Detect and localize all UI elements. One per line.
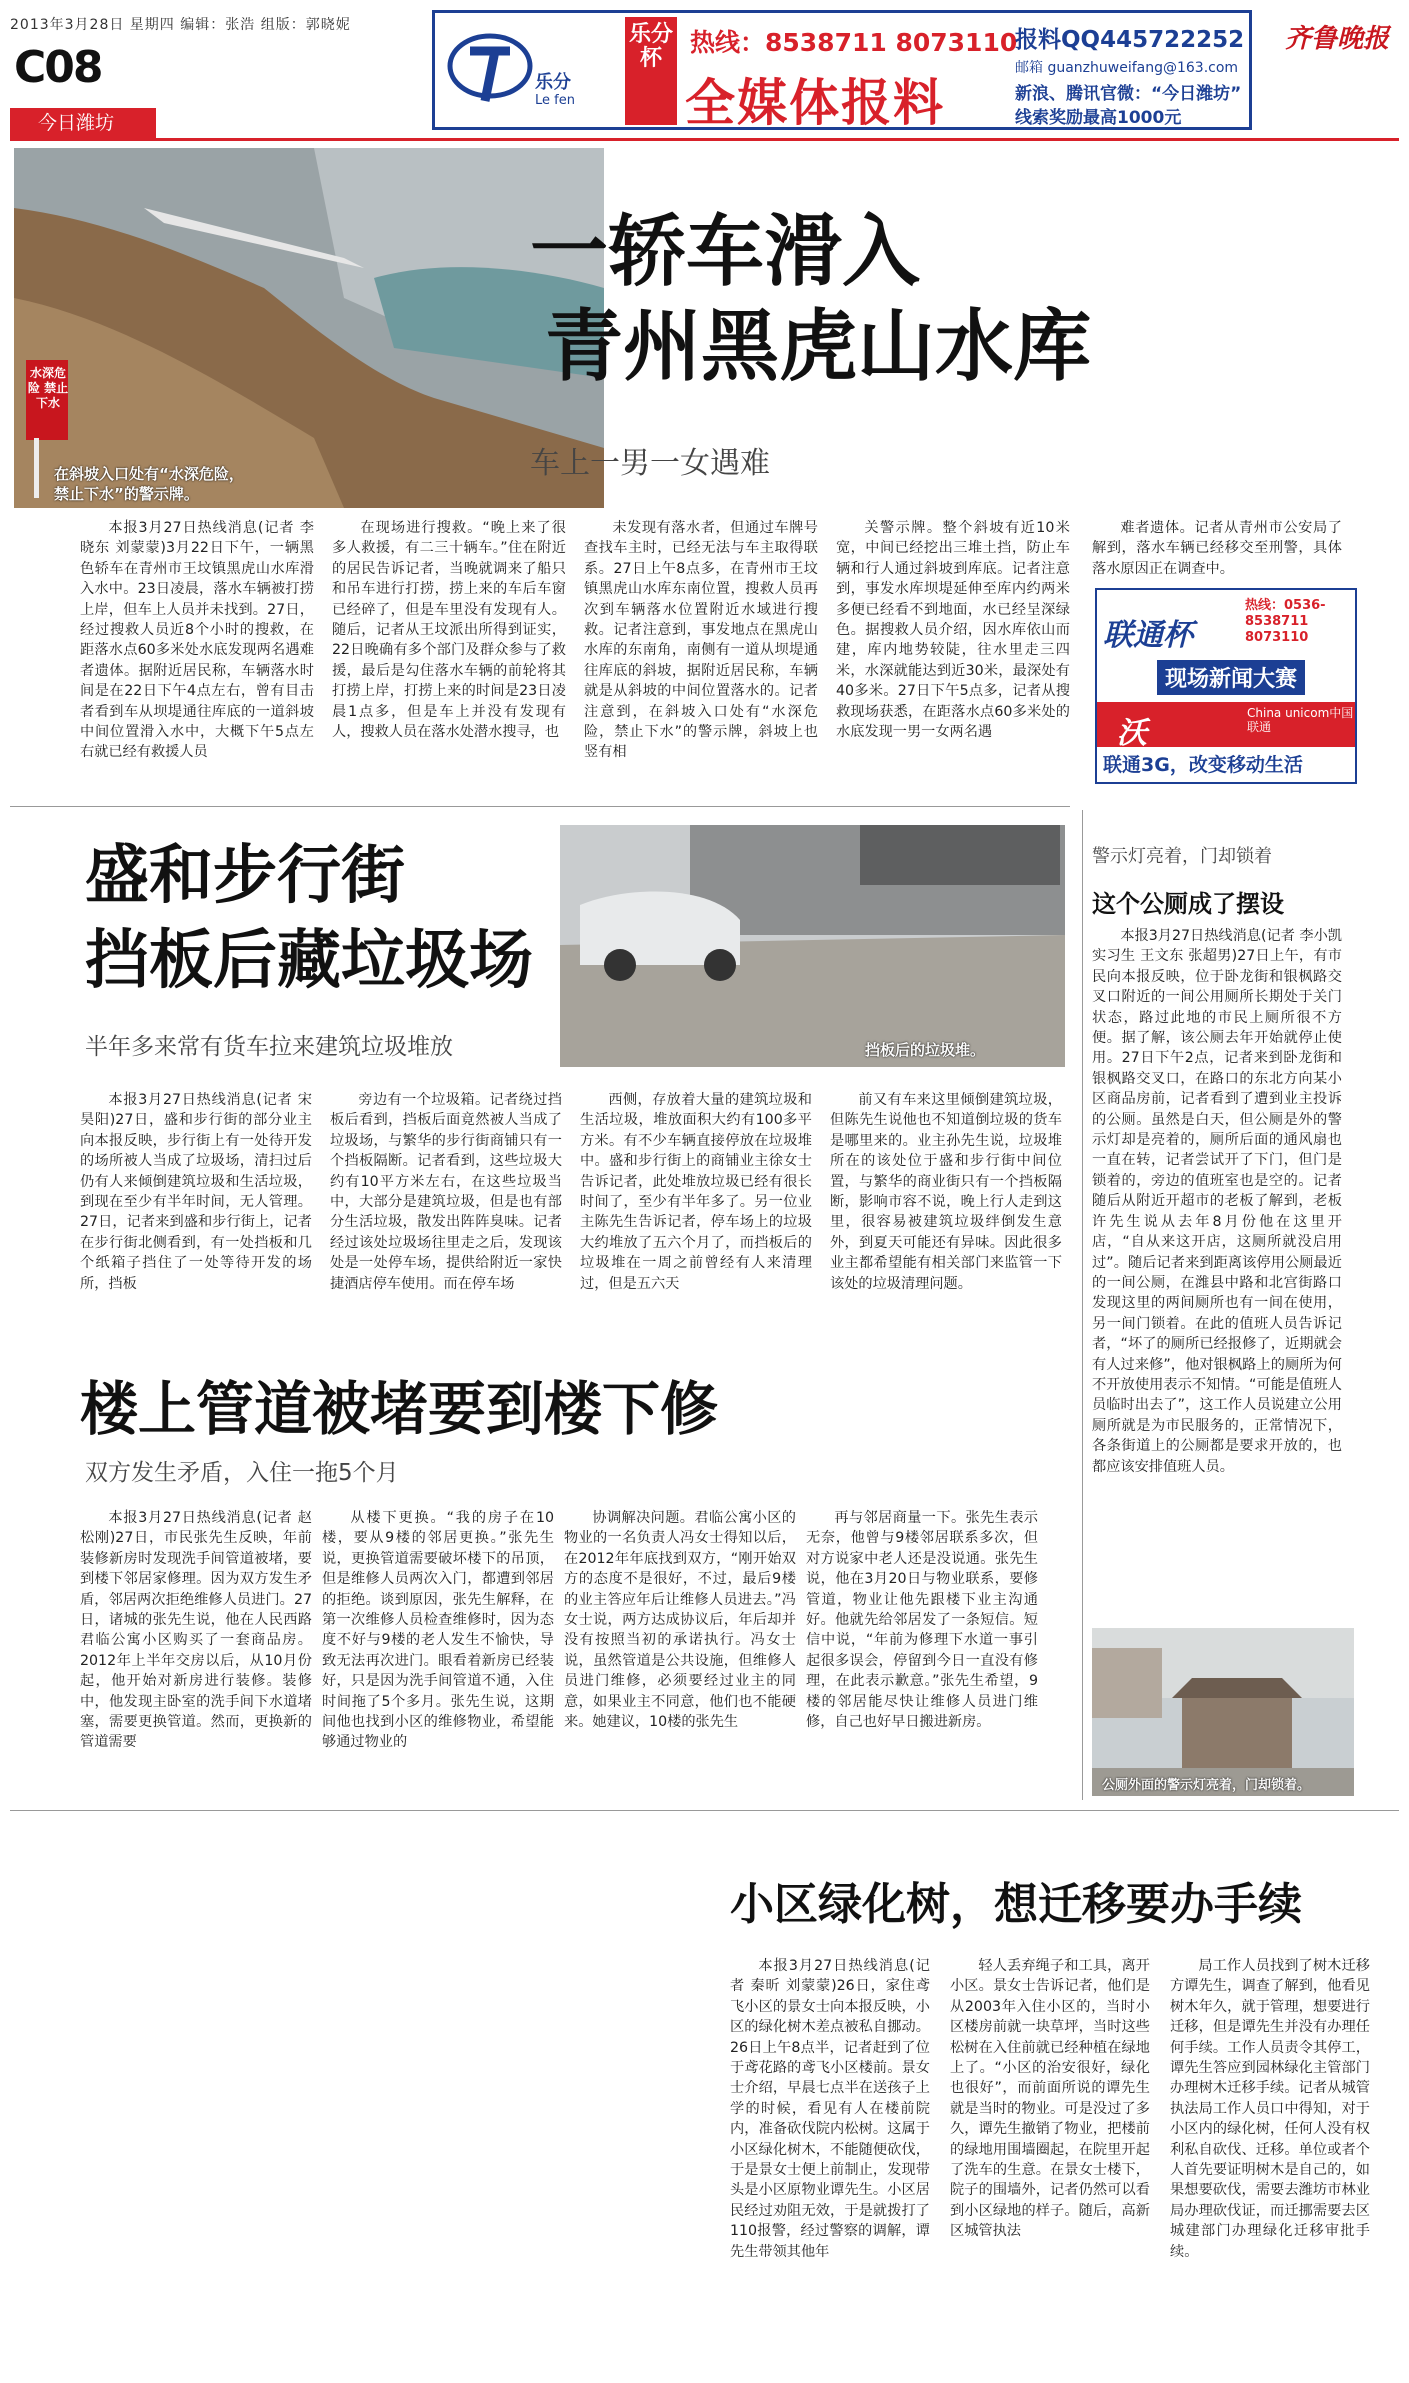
lefen-name: 乐分 xyxy=(535,72,571,93)
story5-col1: 本报3月27日热线消息(记者 秦昕 刘蒙蒙)26日，家住鸢飞小区的景女士向本报反映，小区的绿化树木差点被私自挪动。26日上午8点半，记者赶到了位于鸢花路的鸢飞小区楼前。景女士介绍，早晨七点半在送孩子上学的时候，看见有人在楼前院内，准备砍伐院内松树。这属于小区绿化树木，不能随便砍伐，于是景女士便上前制止，发现带头是小区原物业谭先生。小区居民经过劝阻无效，于是就拨打了110报警，经过警察的调解，谭先生带领其他年 xyxy=(730,1958,930,2260)
reward: 线索奖励最高1000元 xyxy=(1015,108,1182,128)
story1-photo-caption: 在斜坡入口处有“水深危险，禁止下水”的警示牌。 xyxy=(54,465,244,503)
story2-title-line1: 盛和步行街 xyxy=(85,839,405,913)
story4-title: 楼上管道被堵要到楼下修 xyxy=(80,1375,719,1443)
story1-col5: 难者遗体。记者从青州市公安局了解到，落水车辆已经移交至刑警，具体落水原因正在调查中。 xyxy=(1092,520,1342,577)
story2-col4: 前又有车来这里倾倒建筑垃圾，但陈先生说他也不知道倒垃圾的货车是哪里来的。业主孙先生说，垃圾堆所在的该处位于盛和步行街中间位置，与繁华的商业街只有一个挡板隔断，影响市容不说，晚上行人走到这里，很容易被建筑垃圾绊倒发生意外，到夏天可能还有异味。因此很多业主都希望能有相关部门来监管一下该处的垃圾清理问题。 xyxy=(830,1092,1062,1292)
mailbox: 邮箱 guanzhuweifang@163.com xyxy=(1015,60,1239,76)
story3-title: 这个公厕成了摆设 xyxy=(1092,890,1284,918)
wo-logo: 沃 xyxy=(1117,716,1147,751)
cup-label: 乐分杯 xyxy=(625,17,677,125)
liantong-hotline: 热线：0536- 8538711 8073110 xyxy=(1245,598,1326,645)
story4-col4: 再与邻居商量一下。张先生表示无奈，他曾与9楼邻居联系多次，但对方说家中老人还是没说通。张先生说，他在3月20日与物业联系，要修管道，物业让他先跟楼下业主沟通好。他就先给邻居发了一条短信。短信中说，“年前为修理下水道一事引起很多误会，停留到今日一直没有修理，在此表示歉意。”张先生希望，9楼的邻居能尽快让维修人员进门维修，自己也好早日搬进新房。 xyxy=(806,1510,1038,1731)
divider xyxy=(10,806,1070,807)
reservoir-photo xyxy=(14,148,604,508)
story1-title-line1: 一轿车滑入 xyxy=(530,207,921,297)
story4-subtitle: 双方发生矛盾，入住一拖5个月 xyxy=(85,1460,399,1486)
garbage-photo xyxy=(560,825,1065,1067)
liantong-slogan: 联通3G，改变移动生活 xyxy=(1103,754,1303,776)
liantong-cup: 联通杯 xyxy=(1103,618,1193,653)
header-rule xyxy=(10,138,1399,141)
toilet-photo xyxy=(1092,1628,1354,1796)
story4-col2: 从楼下更换。“我的房子在10楼，要从9楼的邻居更换。”张先生说，更换管道需要破坏楼下的吊顶，但是维修人员两次入门，都遭到邻居的拒绝。谈到原因，张先生解释，在第一次维修人员检查维修时，因为态度不好与9楼的老人发生不愉快，导致无法再次进门。眼看着新房已经装好，只是因为洗手间管道不通，入住时间拖了5个多月。张先生说，这期间他也找到小区的维修物业，希望能够通过物业的 xyxy=(322,1510,554,1751)
lefen-sub: Le fen xyxy=(535,93,575,108)
banner-ad xyxy=(432,10,1252,130)
story1-title-line2: 青州黑虎山水库 xyxy=(545,302,1092,392)
divider xyxy=(10,1810,1399,1811)
story1-col4: 关警示牌。整个斜坡有近10米宽，中间已经挖出三堆土挡，防止车辆和行人通过斜坡到库底。记者注意到，事发水库坝堤延伸至库内约两米多便已经看不到地面，水已经呈深绿色。据搜救人员介绍，因水库依山而建，库内地势较陡，往水里走三四米，水深就能达到近30米，最深处有40多米。27日下午5点多，记者从搜救现场获悉，在距落水点60多米处的水底发现一男一女两名遇 xyxy=(836,520,1070,741)
story2-subtitle: 半年多来常有货车拉来建筑垃圾堆放 xyxy=(85,1034,453,1060)
story1-subtitle: 车上一男一女遇难 xyxy=(530,446,770,481)
story3-text: 本报3月27日热线消息(记者 李小凯 实习生 王文东 张超男)27日上午，有市民向本报反映，位于卧龙街和银枫路交叉口附近的一间公用厕所长期处于关门状态，路过此地的市民上厕所很不方便。据了解，该公厕去年开始就停止使用。27日下午2点，记者来到卧龙街和银枫路交叉口，在路口的东北方向某小区商品房前，记者看到了遭到业主投诉的公厕。虽然是白天，但公厕是外的警示灯却是亮着的，厕所后面的通风扇也一直在转，记者尝试开了下门，但门是锁着的，旁边的值班室也是空的。记者随后从附近开超市的老板了解到，老板许先生说从去年8月份他在这里开店，“自从来这开店，这厕所就没启用过”。随后记者来到距离该停用公厕最近的一间公厕，在潍县中路和北宫街路口发现这里的两间厕所也有一间在使用，另一间门锁着。在此的值班人员告诉记者，“坏了的厕所已经报修了，近期就会有人过来修”，他对银枫路上的厕所为何不开放使用表示不知情。“可能是值班人员临时出去了”，这工作人员说建立公用厕所就是为市民服务的，正常情况下，各条街道上的公厕都是要求开放的，也都应该安排值班人员。 xyxy=(1092,928,1342,1475)
story1-col3: 未发现有落水者，但通过车牌号查找车主时，已经无法与车主取得联系。27日上午8点多，在青州市王坟镇黑虎山水库东南位置，搜救人员再次到车辆落水位置附近水域进行搜救。记者注意到，事发地点在黑虎山水库的东南角，南侧有一道从坝堤通往库底的斜坡，据附近居民称，车辆就是从斜坡的中间位置落水的。记者注意到，在斜坡入口处有“水深危险，禁止下水”的警示牌，斜坡上也竖有相 xyxy=(584,520,818,761)
story5-col2: 轻人丢弃绳子和工具，离开小区。景女士告诉记者，他们是从2003年入住小区的，当时小区楼房前就一块草坪，当时这些松树在入住前就已经种植在绿地上了。“小区的治安很好，绿化也很好”，而前面所说的谭先生就是当时的物业。可是没过了多久，谭先生撤销了物业，把楼前的绿地用围墙圈起，在院里开起了洗车的生意。在景女士楼下，院子的围墙外，记者仍然可以看到小区绿地的样子。随后，高新区城管执法 xyxy=(950,1958,1150,2240)
story2-col2: 旁边有一个垃圾箱。记者绕过挡板后看到，挡板后面竟然被人当成了垃圾场，与繁华的步行街商铺只有一个挡板隔断。记者看到，这些垃圾大约有10平方米左右，在这些垃圾当中，大部分是建筑垃圾，但是也有部分生活垃圾，散发出阵阵臭味。记者经过该处垃圾场往里走之后，发现该处是一处停车场，提供给附近一家快捷酒店停车使用。而在停车场 xyxy=(330,1092,562,1292)
story1-col1: 本报3月27日热线消息(记者 李晓东 刘蒙蒙)3月22日下午，一辆黑色轿车在青州市王坟镇黑虎山水库滑入水中。23日凌晨，落水车辆被打捞上岸，但车上人员并未找到。27日，经过搜救人员近8个小时的搜救，在距落水点60多米处水底发现两名遇难者遗体。据附近居民称，车辆落水时间是在22日下午4点左右，曾有目击者看到车从坝堤通往库底的一道斜坡中间位置滑入水中，大概下午5点左右就已经有救援人员 xyxy=(80,520,314,761)
story5-col3: 局工作人员找到了树木迁移方谭先生，调查了解到，他看见树木年久，就于管理，想要进行迁移，但是谭先生并没有办理任何手续。工作人员责令其停工，谭先生答应到园林绿化主管部门办理树木迁移手续。记者从城管执法局工作人员口中得知，对于小区内的绿化树，任何人没有权利私自砍伐、迁移。单位或者个人首先要证明树木是自己的，如果想要砍伐，需要去潍坊市林业局办理砍伐证，而迁挪需要去区城建部门办理绿化迁移审批手续。 xyxy=(1170,1958,1370,2260)
warning-sign: 水深危险 禁止下水 xyxy=(27,366,69,410)
story4-col3: 协调解决问题。君临公寓小区的物业的一名负责人冯女士得知以后，在2012年年底找到双方，“刚开始双方的态度不是很好，不过，最后9楼的业主答应年后让维修人员进去。”冯女士说，两方达成协议后，年后却并没有按照当初的承诺执行。冯女士说，虽然管道是公共设施，但维修人员进门维修，必须要经过业主的同意，如果业主不同意，他们也不能硬来。她建议，10楼的张先生 xyxy=(564,1510,796,1731)
story2-title-line2: 挡板后藏垃圾场 xyxy=(85,924,533,998)
story4-col1: 本报3月27日热线消息(记者 赵松刚)27日，市民张先生反映，年前装修新房时发现洗手间管道被堵，要到楼下邻居家修理。因为双方发生矛盾，邻居两次拒绝维修人员进门。27日，诸城的张先生说，他在人民西路君临公寓小区购买了一套商品房。2012年上半年交房以后，从10月份起，他开始对新房进行装修。装修中，他发现主卧室的洗手间下水道堵塞，需要更换管道。然而，更换新的管道需要 xyxy=(80,1510,312,1751)
story5-title: 小区绿化树，想迁移要办手续 xyxy=(730,1879,1302,1930)
liantong-subtitle: 现场新闻大赛 xyxy=(1157,660,1305,695)
unicom-name: China unicom中国联通 xyxy=(1247,706,1354,734)
story2-col1: 本报3月27日热线消息(记者 宋昊阳)27日，盛和步行街的部分业主向本报反映，步行街上有一处待开发的场所被人当成了垃圾场，清扫过后仍有人来倾倒建筑垃圾和生活垃圾，到现在至少有半年时间，无人管理。27日，记者来到盛和步行街上，记者在步行街北侧看到，有一处挡板和几个纸箱子挡住了一处等待开发的场所，挡板 xyxy=(80,1092,312,1292)
hotline: 热线：8538711 8073110 xyxy=(690,28,1018,57)
qq-number: 报料QQ445722252 xyxy=(1015,27,1245,53)
liantong-ad xyxy=(1095,588,1357,784)
story3-photo-caption: 公厕外面的警示灯亮着，门却锁着。 xyxy=(1102,1778,1311,1793)
lefen-logo xyxy=(445,21,535,116)
weibo: 新浪、腾讯官微：“今日潍坊” xyxy=(1015,84,1242,104)
story1-col2: 在现场进行搜救。“晚上来了很多人救援，有二三十辆车。”住在附近的居民告诉记者，当晚就调来了船只和吊车进行打捞，捞上来的车后车窗已经碎了，但是车里没有发现有人。随后，记者从王坟派出所得到证实，22日晚确有多个部门及群众参与了救援，最后是勾住落水车辆的前轮将其打捞上岸，打捞上来的时间是23日凌晨1点多，但是车上并没有发现有人，搜救人员在落水处潜水搜寻，也 xyxy=(332,520,566,741)
story3-subtitle: 警示灯亮着，门却锁着 xyxy=(1092,846,1272,867)
banner-headline: 全媒体报料 xyxy=(685,74,945,132)
masthead: 齐鲁晚报 xyxy=(1284,24,1389,54)
section-tag: 今日潍坊 xyxy=(10,108,156,138)
page-number: C08 xyxy=(14,42,102,93)
divider xyxy=(1082,810,1083,1800)
story2-col3: 西侧，存放着大量的建筑垃圾和生活垃圾，堆放面积大约有100多平方米。有不少车辆直接停放在垃圾堆中。盛和步行街上的商铺业主徐女士告诉记者，此处堆放垃圾已经有很长时间了，至少有半年多了。另一位业主陈先生告诉记者，停车场上的垃圾大约堆放了五六个月了，而挡板后的垃圾堆在一周之前曾经有人来清理过，但是五六天 xyxy=(580,1092,812,1292)
page-meta: 2013年3月28日 星期四 编辑：张浩 组版：郭晓妮 xyxy=(10,17,351,33)
story2-photo-caption: 挡板后的垃圾堆。 xyxy=(865,1041,986,1059)
